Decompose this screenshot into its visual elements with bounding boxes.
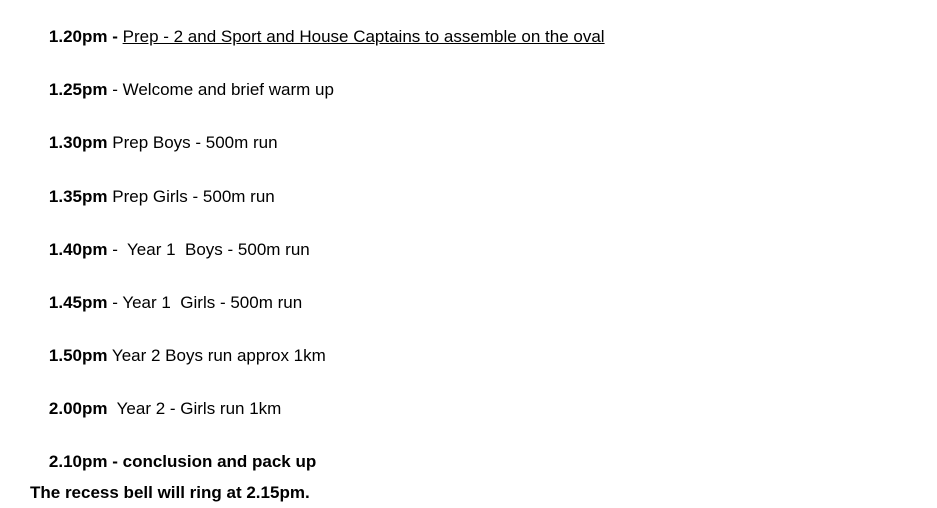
schedule-separator (108, 399, 117, 418)
schedule-text: Year 1 Girls - 500m run (122, 293, 303, 312)
schedule-separator: - (107, 80, 123, 99)
schedule-time: 2.10pm (48, 452, 108, 471)
schedule-text: Year 2 Boys run approx 1km (111, 346, 326, 365)
schedule-text: Year 2 - Girls run 1km (116, 399, 282, 418)
schedule-separator: - (107, 293, 123, 312)
schedule-text: Prep Boys - 500m run (112, 133, 278, 152)
schedule-time: 2.00pm (48, 399, 108, 418)
schedule-text: Year 1 Boys - 500m run (127, 240, 310, 259)
schedule-text: conclusion and pack up (122, 452, 317, 471)
schedule-separator: - (107, 452, 123, 471)
schedule-separator: - (107, 240, 128, 259)
schedule-time: 1.30pm (48, 133, 108, 152)
footer-note: The recess bell will ring at 2.15pm. (30, 483, 310, 502)
schedule-separator: - (107, 27, 123, 46)
schedule-time: 1.40pm (48, 240, 108, 259)
schedule-time: 1.35pm (48, 187, 108, 206)
schedule-text: Prep - 2 and Sport and House Captains to assemble on the oval (122, 27, 605, 46)
schedule-text: Prep Girls - 500m run (112, 187, 275, 206)
schedule-time: 1.20pm (48, 27, 108, 46)
schedule-time: 1.50pm (48, 346, 108, 365)
schedule-text: Welcome and brief warm up (122, 80, 334, 99)
schedule-time: 1.45pm (48, 293, 108, 312)
schedule-time: 1.25pm (48, 80, 108, 99)
